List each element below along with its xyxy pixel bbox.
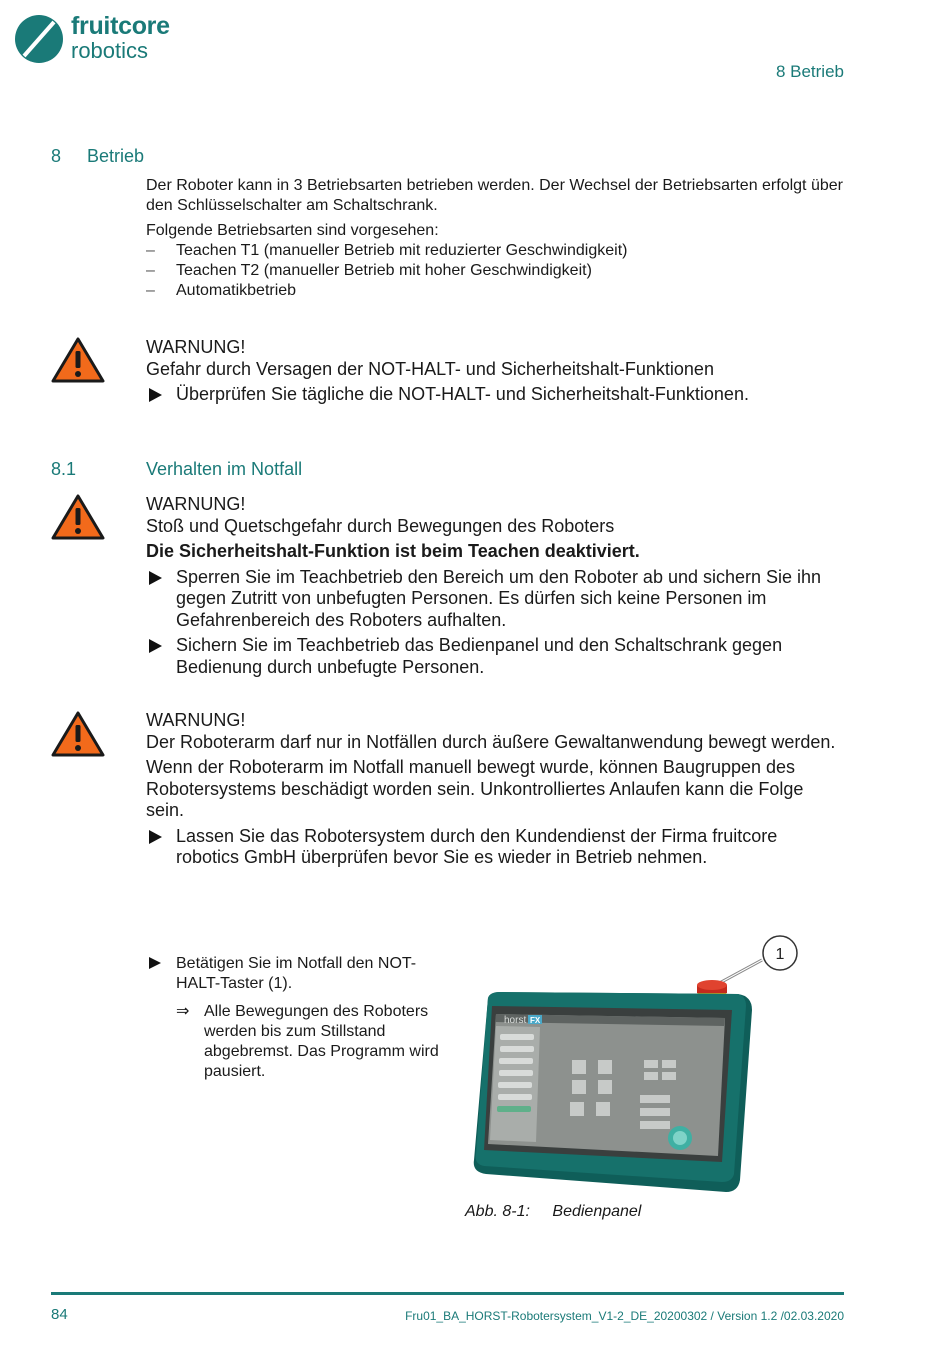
- callout-number: 1: [775, 946, 785, 963]
- list-item: – Teachen T2 (manueller Betrieb mit hoher Geschwindigkeit): [146, 262, 592, 279]
- section-title: Betrieb: [87, 146, 145, 166]
- list-intro: Folgende Betriebsarten sind vorgesehen:: [146, 222, 439, 239]
- document-identifier: Fru01_BA_HORST-Robotersystem_V1-2_DE_20200302 / Version 1.2 /02.03.2020: [405, 1309, 844, 1323]
- subsection-number: 8.1: [51, 459, 77, 479]
- instruction-step: Lassen Sie das Robotersystem durch den Kundendienst der Firma fruitcore robotics GmbH überprüfen bevor Sie es wieder in Betrieb nehmen.: [146, 826, 836, 869]
- dash-bullet: –: [146, 262, 155, 279]
- play-bullet-icon: [149, 957, 161, 969]
- dash-bullet: –: [146, 242, 155, 259]
- instruction-step: Sichern Sie im Teachbetrieb das Bedienpanel und den Schaltschrank gegen Bedienung durch unbefugte Personen.: [146, 635, 846, 678]
- dash-bullet: –: [146, 282, 155, 299]
- running-header-section: 8 Betrieb: [775, 62, 844, 81]
- screen-brand: horst: [504, 1015, 527, 1026]
- control-panel-figure: [460, 930, 810, 1195]
- intro-paragraph: Der Roboter kann in 3 Betriebsarten betrieben werden. Der Wechsel der Betriebsarten erfolgt über den Schlüsselschalter am Schaltschrank.: [146, 177, 843, 214]
- warning-triangle-icon: [51, 493, 105, 541]
- list-item: – Automatikbetrieb: [146, 282, 297, 299]
- list-item: – Teachen T1 (manueller Betrieb mit reduzierter Geschwindigkeit): [146, 242, 628, 259]
- play-bullet-icon: [149, 830, 162, 844]
- company-logo: [14, 12, 174, 68]
- warning-triangle-icon: [51, 336, 105, 384]
- warning-block-3: [146, 710, 836, 869]
- screen-brand-fx: FX: [530, 1016, 541, 1025]
- section-number: 8: [51, 146, 62, 166]
- figure-number: Abb. 8-1:: [465, 1203, 530, 1220]
- warning-label: WARNUNG!: [146, 710, 246, 730]
- warning-block-2: [146, 494, 846, 678]
- emergency-instruction: [146, 954, 456, 1082]
- subsection-title: Verhalten im Notfall: [146, 459, 303, 479]
- warning-hazard: Der Roboterarm darf nur in Notfällen durch äußere Gewaltanwendung bewegt werden.: [146, 731, 836, 752]
- logo-word-robotics: robotics: [71, 38, 149, 63]
- play-bullet-icon: [149, 388, 162, 402]
- operating-mode-list: [146, 241, 846, 301]
- warning-text: Wenn der Roboterarm im Notfall manuell bewegt wurde, können Baugruppen des Robotersystems beschädigt worden sein. Unkontrolliertes Anlaufen kann die Folge sein.: [146, 757, 804, 820]
- instruction-step: Betätigen Sie im Notfall den NOT-HALT-Taster (1).: [146, 954, 456, 994]
- warning-triangle-icon: [51, 710, 105, 758]
- instruction-result: ⇒ Alle Bewegungen des Roboters werden bis zum Stillstand abgebremst. Das Programm wird pausiert.: [176, 1003, 439, 1080]
- play-bullet-icon: [149, 639, 162, 653]
- result-arrow-icon: ⇒: [176, 1003, 190, 1020]
- warning-label: WARNUNG!: [146, 494, 246, 514]
- warning-label: WARNUNG!: [146, 337, 246, 357]
- play-bullet-icon: [149, 571, 162, 585]
- logo-word-fruitcore: fruitcore: [71, 12, 170, 40]
- logo-mark-icon: [14, 14, 64, 64]
- figure-title: Bedienpanel: [552, 1203, 642, 1220]
- figure-caption: [465, 1203, 641, 1221]
- page-number: 84: [51, 1306, 68, 1323]
- instruction-step: Sperren Sie im Teachbetrieb den Bereich um den Roboter ab und sichern Sie ihn gegen Zutritt von unbefugten Personen. Es dürfen sich keine Personen im Gefahrenbereich des Roboters aufhalten.: [146, 567, 846, 632]
- warning-block-1: [146, 337, 846, 406]
- section-body: [146, 176, 846, 301]
- instruction-step: Überprüfen Sie tägliche die NOT-HALT- und Sicherheitshalt-Funktionen.: [146, 384, 846, 406]
- warning-hazard: Gefahr durch Versagen der NOT-HALT- und Sicherheitshalt-Funktionen: [146, 358, 714, 379]
- warning-hazard: Stoß und Quetschgefahr durch Bewegungen des Roboters: [146, 515, 615, 536]
- warning-emphasis: Die Sicherheitshalt-Funktion ist beim Teachen deaktiviert.: [146, 541, 640, 561]
- footer-divider: [51, 1292, 844, 1295]
